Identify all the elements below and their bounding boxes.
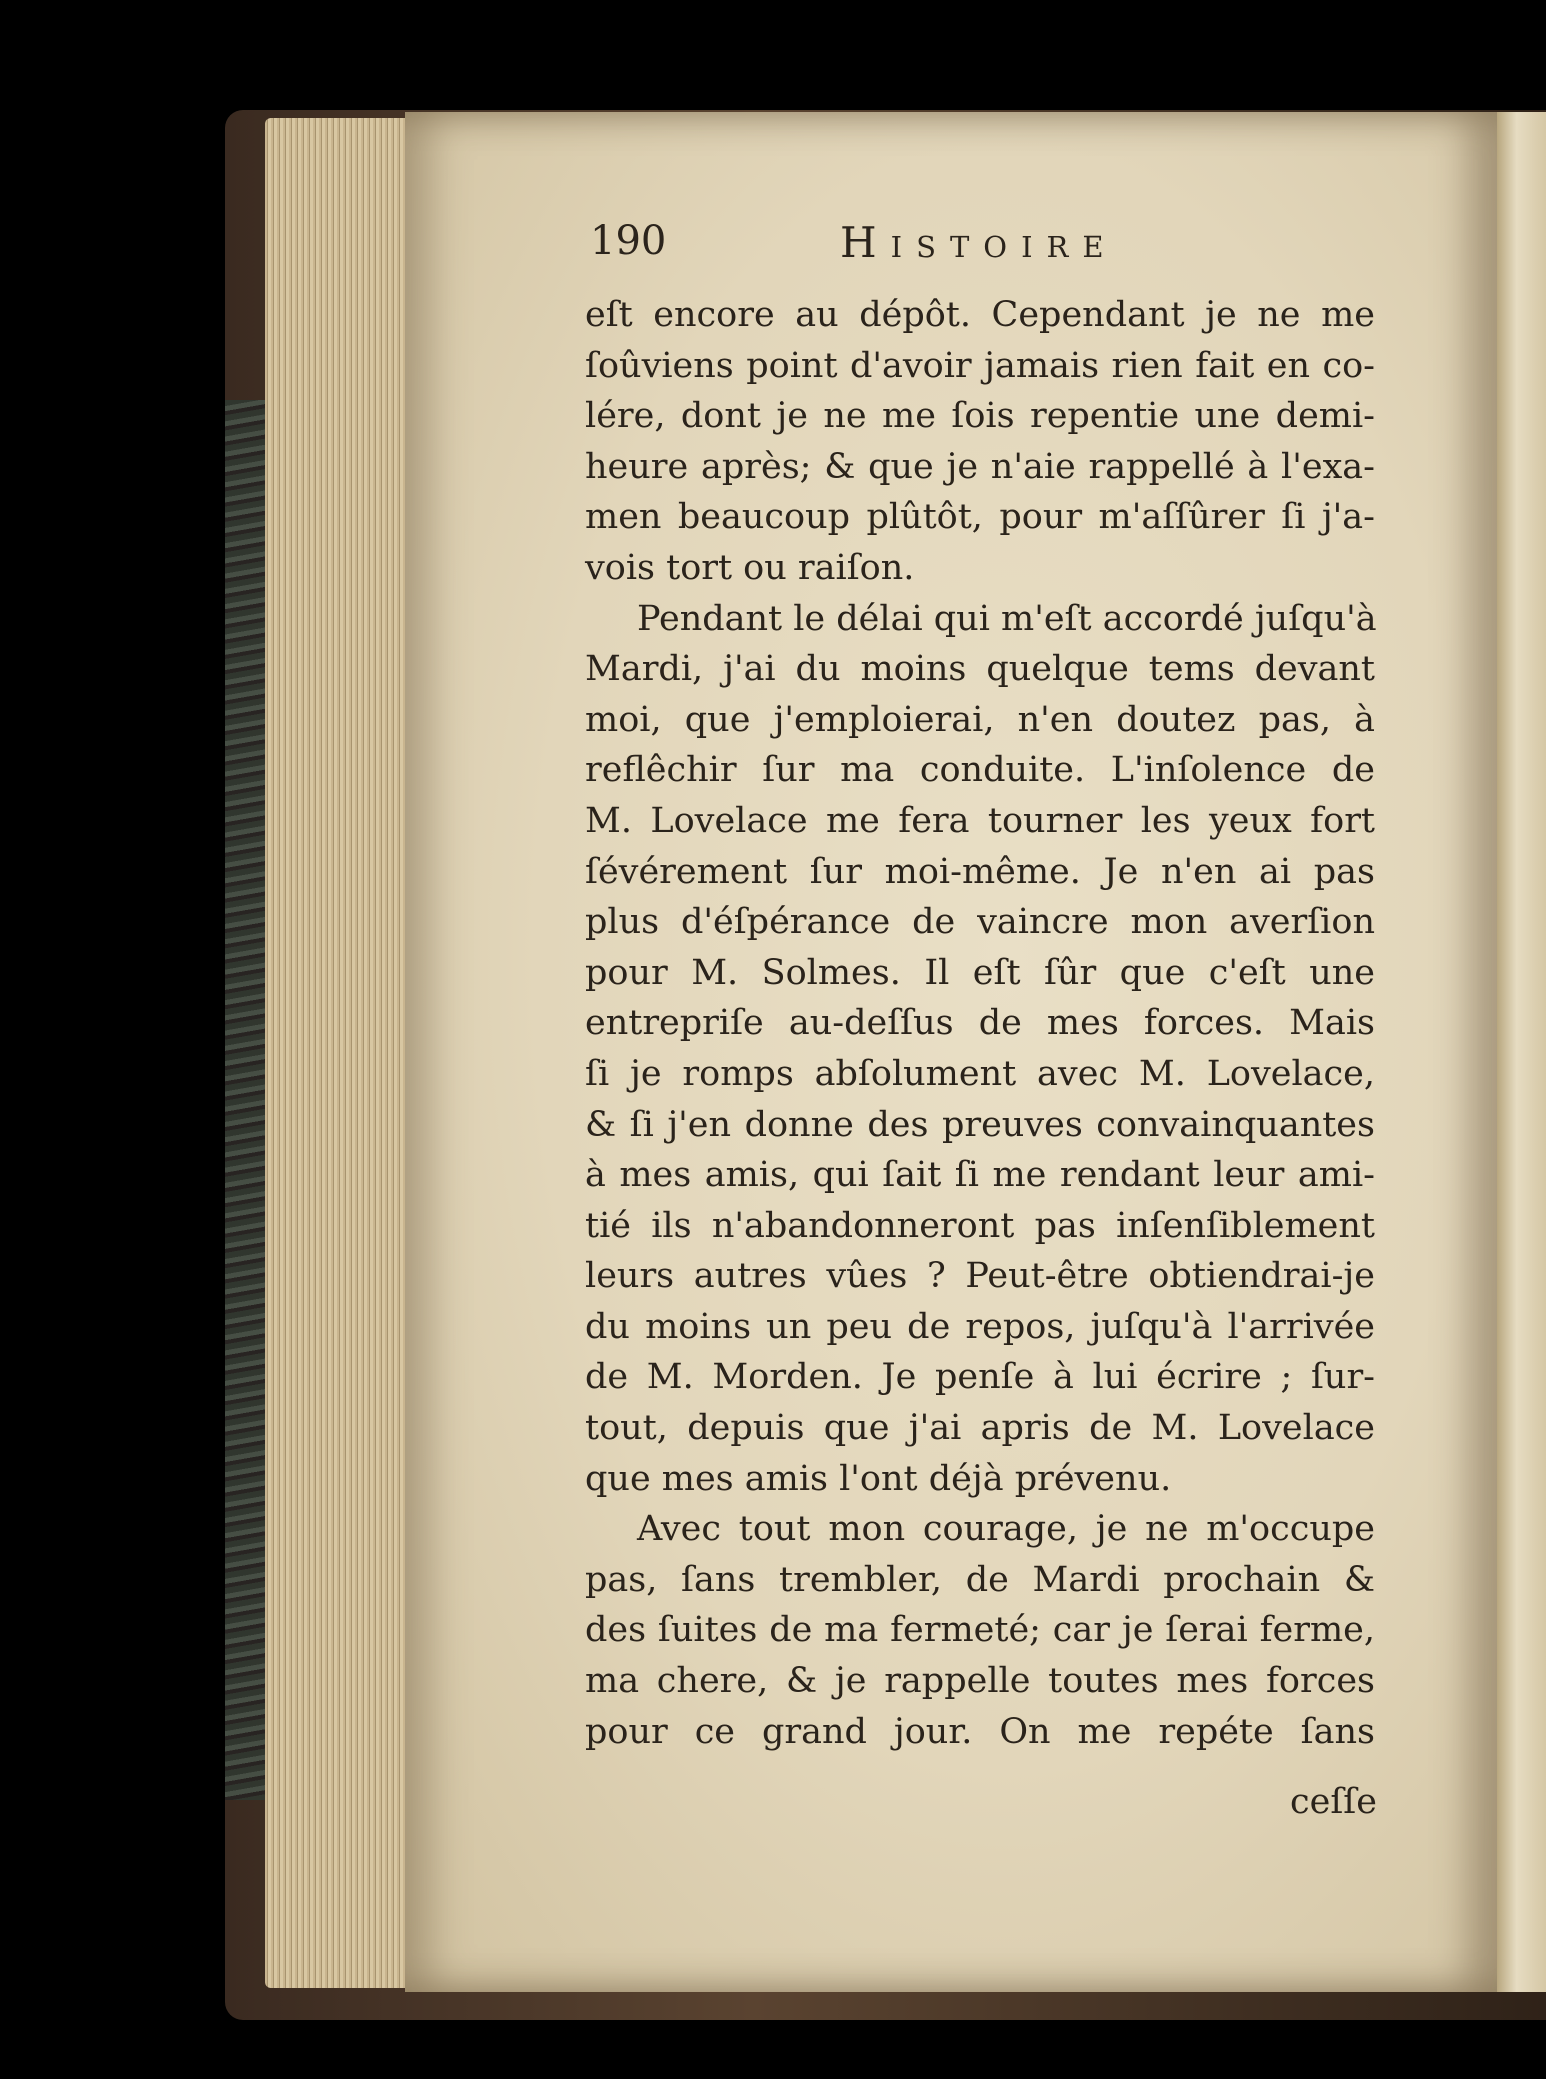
text-line: & ſi j'en donne des preuves convainquantes bbox=[585, 1104, 1375, 1145]
text-line: eſt encore au dépôt. Cependant je ne me bbox=[585, 295, 1375, 335]
text-line: ma chere, & je rappelle toutes mes forces bbox=[585, 1661, 1375, 1702]
text-line: de M. Morden. Je penſe à lui écrire ; ſur- bbox=[585, 1357, 1375, 1398]
text-line: du moins un peu de repos, juſqu'à l'arrivée bbox=[585, 1306, 1375, 1347]
text-line: ſi je romps abſolument avec M. Lovelace, bbox=[585, 1053, 1375, 1094]
text-line: Avec tout mon courage, je ne m'occupe bbox=[637, 1509, 1375, 1550]
text-line: des ſuites de ma fermeté; car je ſerai ferme, bbox=[585, 1610, 1375, 1651]
text-line: ſoûviens point d'avoir jamais rien fait en co- bbox=[585, 345, 1375, 386]
text-line: lére, dont je ne me ſois repentie une demi- bbox=[585, 396, 1375, 437]
text-line: pour ce grand jour. On me repéte ſans bbox=[585, 1711, 1375, 1752]
body-text bbox=[585, 290, 1375, 1757]
text-line: Mardi, j'ai du moins quelque tems devant bbox=[585, 649, 1375, 690]
text-line: men beaucoup plûtôt, pour m'aſſûrer ſi j'a- bbox=[585, 497, 1375, 538]
text-line: leurs autres vûes ? Peut-être obtiendrai-je bbox=[585, 1256, 1375, 1297]
text-line: plus d'éſpérance de vaincre mon averſion bbox=[585, 902, 1375, 943]
text-line: reflêchir ſur ma conduite. L'inſolence de bbox=[585, 750, 1375, 791]
facing-page-gutter bbox=[1497, 112, 1546, 1992]
marbled-cover-edge bbox=[225, 400, 265, 1800]
page-edges bbox=[265, 118, 410, 1988]
running-title: Histoire bbox=[840, 218, 1118, 267]
text-line: heure après; & que je n'aie rappellé à l'exa- bbox=[585, 446, 1375, 487]
text-line: ſévérement ſur moi-même. Je n'en ai pas bbox=[585, 851, 1375, 892]
text-line: vois tort ou raiſon. bbox=[585, 547, 915, 588]
page-header bbox=[590, 218, 1470, 278]
text-line: moi, que j'emploierai, n'en doutez pas, à bbox=[585, 699, 1375, 740]
text-line: pour M. Solmes. Il eſt ſûr que c'eſt une bbox=[585, 952, 1375, 993]
page-number: 190 bbox=[590, 218, 667, 264]
text-line: Pendant le délai qui m'eſt accordé juſqu'à bbox=[637, 598, 1377, 639]
text-line: tout, depuis que j'ai apris de M. Lovelace bbox=[585, 1408, 1375, 1449]
text-line: pas, ſans trembler, de Mardi prochain & bbox=[585, 1559, 1375, 1600]
text-line: que mes amis l'ont déjà prévenu. bbox=[585, 1458, 1172, 1499]
text-line: à mes amis, qui ſait ſi me rendant leur ami- bbox=[585, 1155, 1375, 1196]
text-line: M. Lovelace me fera tourner les yeux fort bbox=[585, 800, 1375, 841]
catchword: ceſſe bbox=[1290, 1782, 1377, 1822]
text-line: entrepriſe au-deſſus de mes forces. Mais bbox=[585, 1003, 1375, 1044]
text-line: tié ils n'abandonneront pas inſenſiblement bbox=[585, 1205, 1375, 1246]
